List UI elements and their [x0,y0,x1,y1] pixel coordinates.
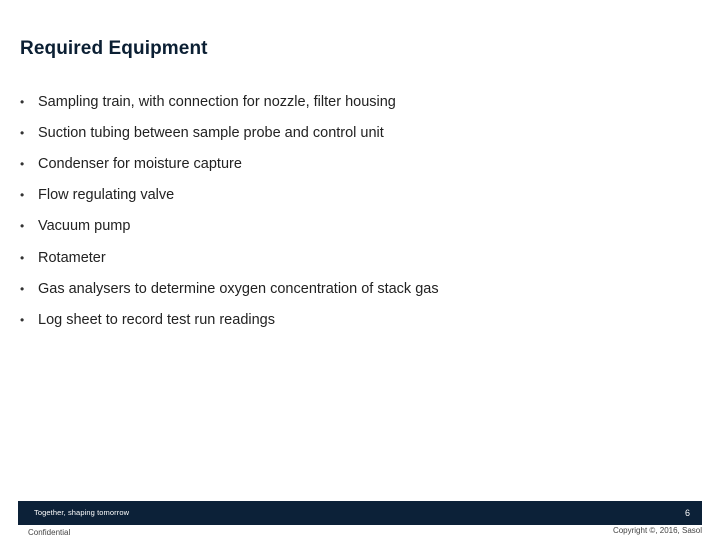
bullet-text: Vacuum pump [38,218,131,235]
bullet-item [20,242,439,273]
bullet-item [20,304,439,335]
bullet-marker: • [20,219,25,234]
bullet-text: Rotameter [38,249,106,266]
confidential-label: Confidential [28,528,71,537]
bullet-item [20,148,439,179]
bullet-marker: • [20,250,25,265]
bullet-marker: • [20,188,25,203]
bullet-marker: • [20,281,25,296]
bullet-list [20,86,439,336]
bullet-text: Log sheet to record test run readings [38,311,275,328]
bullet-text: Flow regulating valve [38,187,175,204]
bullet-marker: • [20,312,25,327]
bullet-text: Sampling train, with connection for nozzle, filter housing [38,93,396,110]
bullet-marker: • [20,156,25,171]
bullet-text: Suction tubing between sample probe and control unit [38,124,384,141]
bullet-marker: • [20,125,25,140]
bullet-item [20,117,439,148]
bullet-text: Gas analysers to determine oxygen concentration of stack gas [38,280,439,297]
bullet-item [20,211,439,242]
bullet-item [20,180,439,211]
footer-tagline: Together, shaping tomorrow [34,508,130,517]
page-number: 6 [684,508,690,518]
copyright-notice: Copyright ©, 2016, Sasol [612,526,702,535]
footer-bar [18,501,702,525]
bullet-item [20,86,439,117]
bullet-text: Condenser for moisture capture [38,155,242,172]
slide-title: Required Equipment [20,38,208,59]
bullet-item [20,273,439,304]
bullet-marker: • [20,94,25,109]
